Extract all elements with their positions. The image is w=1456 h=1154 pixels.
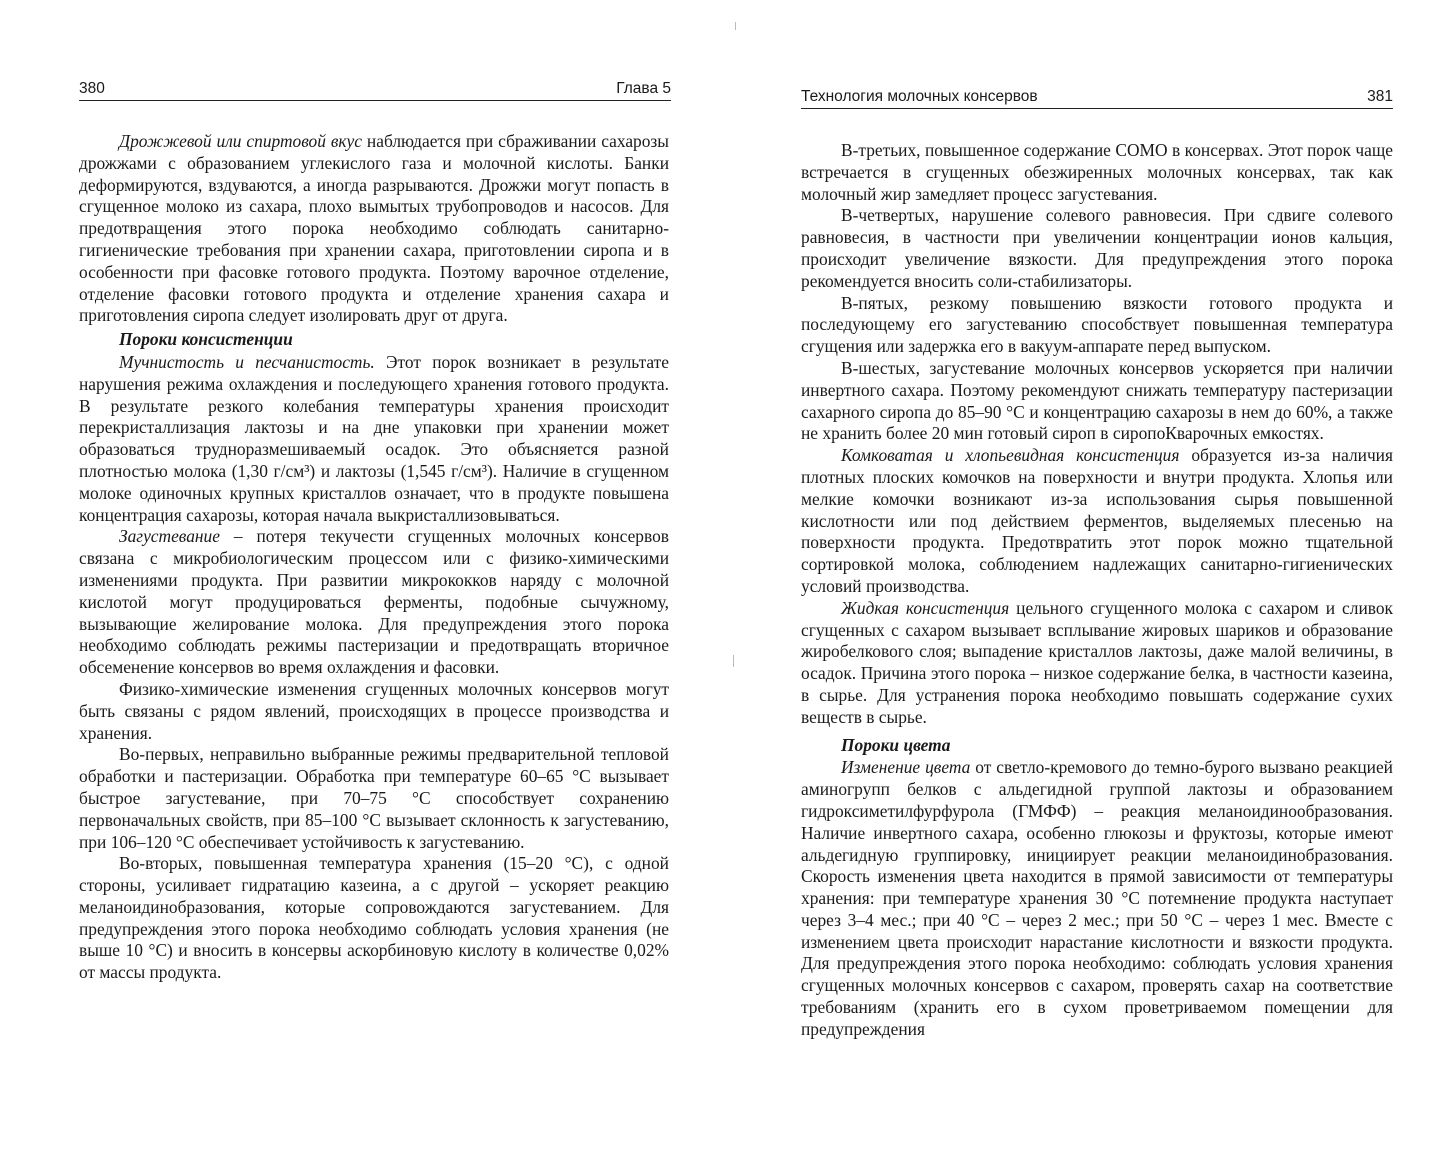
paragraph-text: Этот порок возникает в результате нарушения режима охлаждения и последующего хранения готового продукта. В результате резкого колебания температуры хранения происходит перекристаллизация лактозы и на дне упаковки при хранении может образоваться трудноразмешиваемый осадок. Это объясняется разной плотностью молока (1,30 г/см³) и лактозы (1,545 г/см³). Наличие в сгущенном молоке одиночных крупных кристаллов означает, что в продукте повышена концентрация сахарозы, которая начала выкристаллизовываться. <box>79 351 669 525</box>
paragraph-text: образуется из-за наличия плотных плоских комочков на поверхности и внутри продукта. Хлопья или мелкие комочки возникают из-за использования сырья повышенной кислотности или под действием ферментов, выделяемых плесенью на поверхности продукта. Предотвратить этот порок можно тщательной сортировкой молока, соблюдением надлежащих санитарно-гигиенических условий производства. <box>801 445 1393 596</box>
right-page <box>728 0 1456 1154</box>
page-number-right: 381 <box>1367 88 1393 105</box>
right-page-header <box>801 86 1393 109</box>
paragraph <box>801 598 1393 729</box>
paragraph: Физико-химические изменения сгущенных молочных консервов могут быть связаны с рядом явлений, происходящих в процессе производства и хранения. <box>79 678 669 743</box>
paragraph: В-пятых, резкому повышению вязкости готового продукта и последующему его загустеванию способствует повышенная температура сгущения или задержка его в вакуум-аппарате перед выпуском. <box>801 292 1393 357</box>
paragraph-text: наблюдается при сбраживании сахарозы дрожжами с образованием углекислого газа и молочной кислоты. Банки деформируются, вздуваются, а иногда разрываются. Дрожжи могут попасть в сгущенное молоко из сахара, плохо вымытых трубопроводов и насосов. Для предотвращения этого порока необходимо соблюдать санитарно-гигиенические требования при хранении сахара, приготовлении сиропа и в особенности при фасовке готового продукта. Поэтому варочное отделение, отделение фасовки готового продукта и отделение хранения сахара и приготовления сиропа следует изолировать друг от друга. <box>79 131 669 326</box>
paragraph: В-четвертых, нарушение солевого равновесия. При сдвиге солевого равновесия, в частности при увеличении концентрации ионов кальция, происходит увеличение вязкости. Для предупреждения этого порока рекомендуется вносить соли-стабилизаторы. <box>801 205 1393 291</box>
term: Мучнистость и песчанистость. <box>119 351 375 372</box>
paragraph <box>79 352 669 526</box>
paragraph: Во-вторых, повышенная температура хранения (15–20 °С), с одной стороны, усиливает гидратацию казеина, а с другой – ускоряет реакцию меланоидинобразования, которые сопровождаются загустеванием. Для предупреждения этого порока необходимо соблюдать условия хранения (не выше 10 °С) и вносить в консервы аскорбиновую кислоту в количестве 0,02% от массы продукта. <box>79 853 669 983</box>
term: Дрожжевой или спиртовой вкус <box>119 131 362 151</box>
term: Изменение цвета <box>841 757 971 778</box>
right-page-body <box>801 140 1393 1041</box>
paragraph: В-шестых, загустевание молочных консервов ускоряется при наличии инвертного сахара. Поэтому рекомендуют снижать температуру пастеризации сахарного сиропа до 85–90 °С и концентрацию сахарозы в нем до 60%, а также не хранить более 20 мин готовый сироп в сиропоКварочных емкостях. <box>801 357 1393 444</box>
paragraph-text: цельного сгущенного молока с сахаром и сливок сгущенных с сахаром вызывает всплывание жировых шариков и образование жиробелкового слоя; выпадение кристаллов лактозы, даже малой величины, в осадок. Причина этого порока – низкое содержание белка, в частности казеина, в сырье. Для устранения порока необходимо повышать содержание сухих веществ в сырье. <box>801 597 1393 727</box>
page-number-left: 380 <box>79 80 105 97</box>
paragraph <box>801 757 1393 1040</box>
paragraph: В-третьих, повышенное содержание СОМО в консервах. Этот порок чаще встречается в сгущенных обезжиренных молочных консервах, так как молочный жир замедляет процесс загустевания. <box>801 140 1393 204</box>
paragraph: Во-первых, неправильно выбранные режимы предварительной тепловой обработки и пастеризации. Обработка при температуре 60–65 °С вызывает быстрое загустевание, при 70–75 °С способствует сохранению первоначальных свойств, при 85–100 °С вызывает склонность к загустеванию, при 106–120 °С обеспечивает устойчивость к загустеванию. <box>79 744 669 852</box>
left-page-header <box>79 78 671 101</box>
term: Жидкая консистенция <box>841 597 1010 618</box>
term: Загустевание <box>119 526 220 547</box>
paragraph <box>801 445 1393 598</box>
term: Комковатая и хлопьевидная консистенция <box>841 445 1180 466</box>
section-heading: Пороки консистенции <box>119 329 293 350</box>
paragraph <box>79 131 669 327</box>
chapter-title: Технология молочных консервов <box>801 88 1038 105</box>
paragraph-text: – потеря текучести сгущенных молочных консервов связана с микробиологическим процессом или с физико-химическими изменениями продукта. При развитии микрококков наряду с молочной кислотой могут продуцироваться ферменты, подобные сычужному, вызывающие желирование молока. Для предупреждения этого порока необходимо соблюдать режимы пастеризации и предотвращать вторичное обсеменение консервов во время охлаждения и фасовки. <box>79 526 669 678</box>
chapter-title: Глава 5 <box>616 80 671 97</box>
paragraph-text: от светло-кремового до темно-бурого вызвано реакцией аминогрупп белков с альдегидной группой лактозы и образованием гидроксиметилфурфурола (ГМФФ) – реакция меланоидинообразования. Наличие инвертного сахара, особенно глюкозы и фруктозы, которые имеют альдегидную группировку, инициирует реакции меланоидинобразования. Скорость изменения цвета находится в прямой зависимости от температуры хранения: при температуре хранения 30 °С потемнение продукта наступает через 3–4 мес.; при 40 °С – через 2 мес.; при 50 °С – через 1 мес. Вместе с изменением цвета происходит нарастание кислотности и вязкости продукта. Для предупреждения этого порока необходимо: соблюдать условия хранения сгущенных молочных консервов с сахаром, проверять сахар на соответствие требованиям (хранить его в сухом проветриваемом помещении для предупреждения <box>801 757 1393 1039</box>
paragraph <box>79 526 669 679</box>
section-heading: Пороки цвета <box>841 734 951 755</box>
left-page-body <box>79 131 669 984</box>
